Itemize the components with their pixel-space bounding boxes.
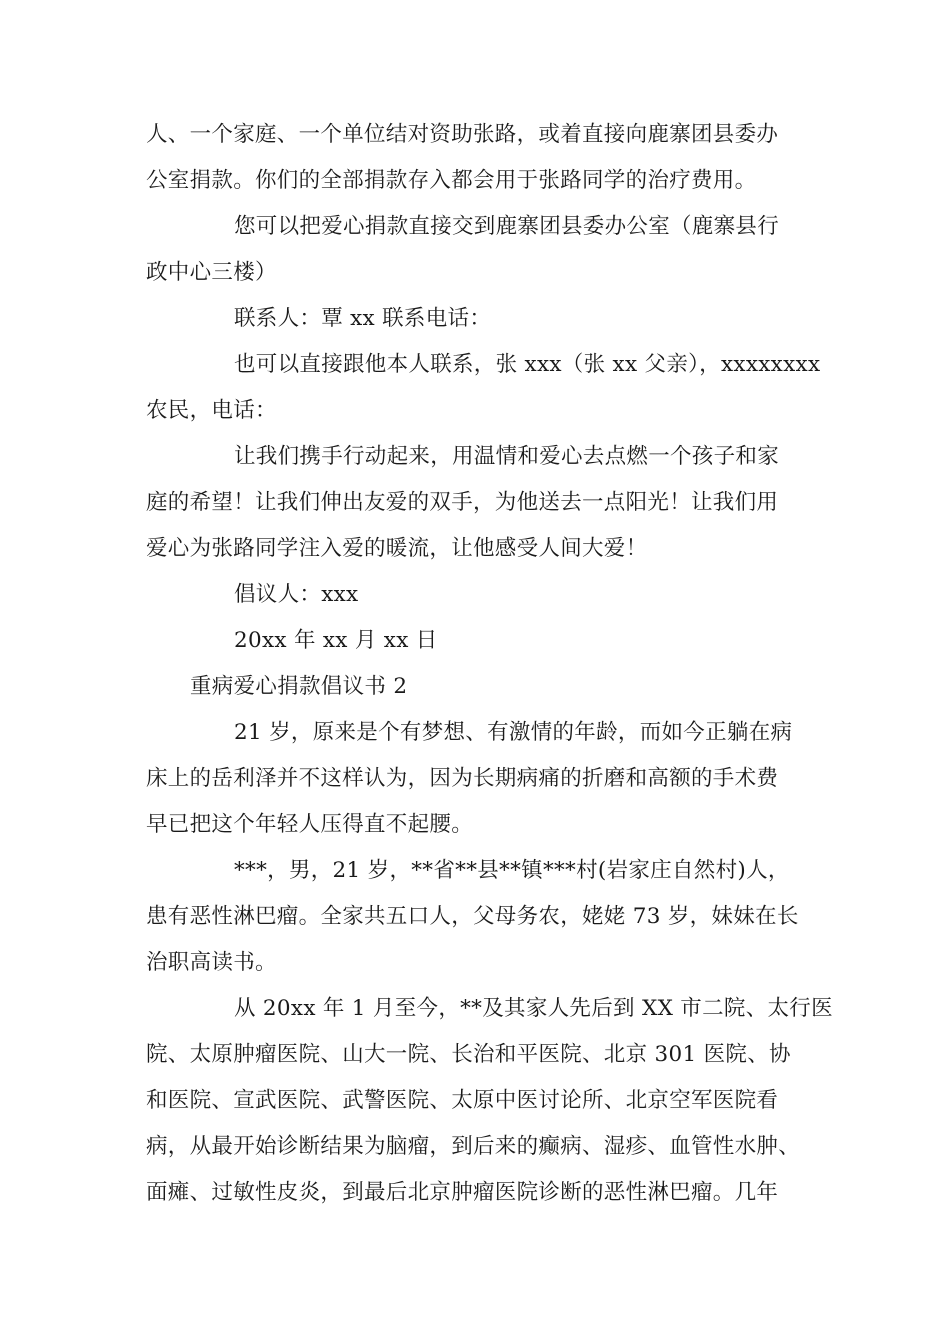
text-line: 人、一个家庭、一个单位结对资助张路，或着直接向鹿寨团县委办 — [146, 122, 779, 147]
paragraph-initiator — [146, 572, 814, 618]
text-line: 患有恶性淋巴瘤。全家共五口人，父母务农，姥姥 73 岁，妹妹在长 — [146, 904, 799, 929]
text-line: 也可以直接跟他本人联系，张 xxx（张 xx 父亲），xxxxxxxx — [234, 352, 821, 377]
text-line: 您可以把爱心捐款直接交到鹿寨团县委办公室（鹿寨县行 — [234, 214, 780, 239]
section-title — [146, 664, 814, 710]
text-line: 早已把这个年轻人压得直不起腰。 — [146, 812, 474, 837]
text-line: 床上的岳利泽并不这样认为，因为长期病痛的折磨和高额的手术费 — [146, 766, 779, 791]
text-line: 倡议人：xxx — [234, 582, 359, 607]
text-line: 联系人：覃 xx 联系电话： — [234, 306, 492, 331]
paragraph-contact-person — [146, 296, 814, 342]
text-line: 庭的希望！让我们伸出友爱的双手，为他送去一点阳光！让我们用 — [146, 490, 779, 515]
text-line: 治职高读书。 — [146, 950, 277, 975]
paragraph-donation-location — [146, 204, 814, 296]
text-line: 面瘫、过敏性皮炎，到最后北京肿瘤医院诊断的恶性淋巴瘤。几年 — [146, 1180, 779, 1205]
text-line: 让我们携手行动起来，用温情和爱心去点燃一个孩子和家 — [234, 444, 780, 469]
text-line: 21 岁，原来是个有梦想、有激情的年龄，而如今正躺在病 — [234, 720, 793, 745]
text-line: 公室捐款。你们的全部捐款存入都会用于张路同学的治疗费用。 — [146, 168, 757, 193]
text-line: 农民，电话： — [146, 398, 277, 423]
paragraph-direct-contact — [146, 342, 821, 434]
text-line: 从 20xx 年 1 月至今，**及其家人先后到 XX 市二院、太行医 — [234, 996, 833, 1021]
paragraph-call-to-action — [146, 434, 814, 572]
paragraph-treatment-history — [146, 986, 833, 1216]
text-line: 院、太原肿瘤医院、山大一院、长治和平医院、北京 301 医院、协 — [146, 1042, 791, 1067]
text-line: 政中心三楼） — [146, 260, 277, 285]
paragraph-sponsorship — [146, 112, 814, 204]
text-line: 病，从最开始诊断结果为脑瘤，到后来的癫病、湿疹、血管性水肿、 — [146, 1134, 801, 1159]
paragraph-date — [146, 618, 814, 664]
section-title-text: 重病爱心捐款倡议书 2 — [190, 674, 408, 699]
paragraph-patient-info — [146, 848, 814, 986]
text-line: 爱心为张路同学注入爱的暖流，让他感受人间大爱！ — [146, 536, 648, 561]
text-line: 20xx 年 xx 月 xx 日 — [234, 628, 438, 653]
document-body — [146, 112, 833, 1216]
text-line: ***，男，21 岁，**省**县**镇***村(岩家庄自然村)人， — [234, 858, 790, 883]
text-line: 和医院、宣武医院、武警医院、太原中医讨论所、北京空军医院看 — [146, 1088, 779, 1113]
paragraph-age-intro — [146, 710, 814, 848]
